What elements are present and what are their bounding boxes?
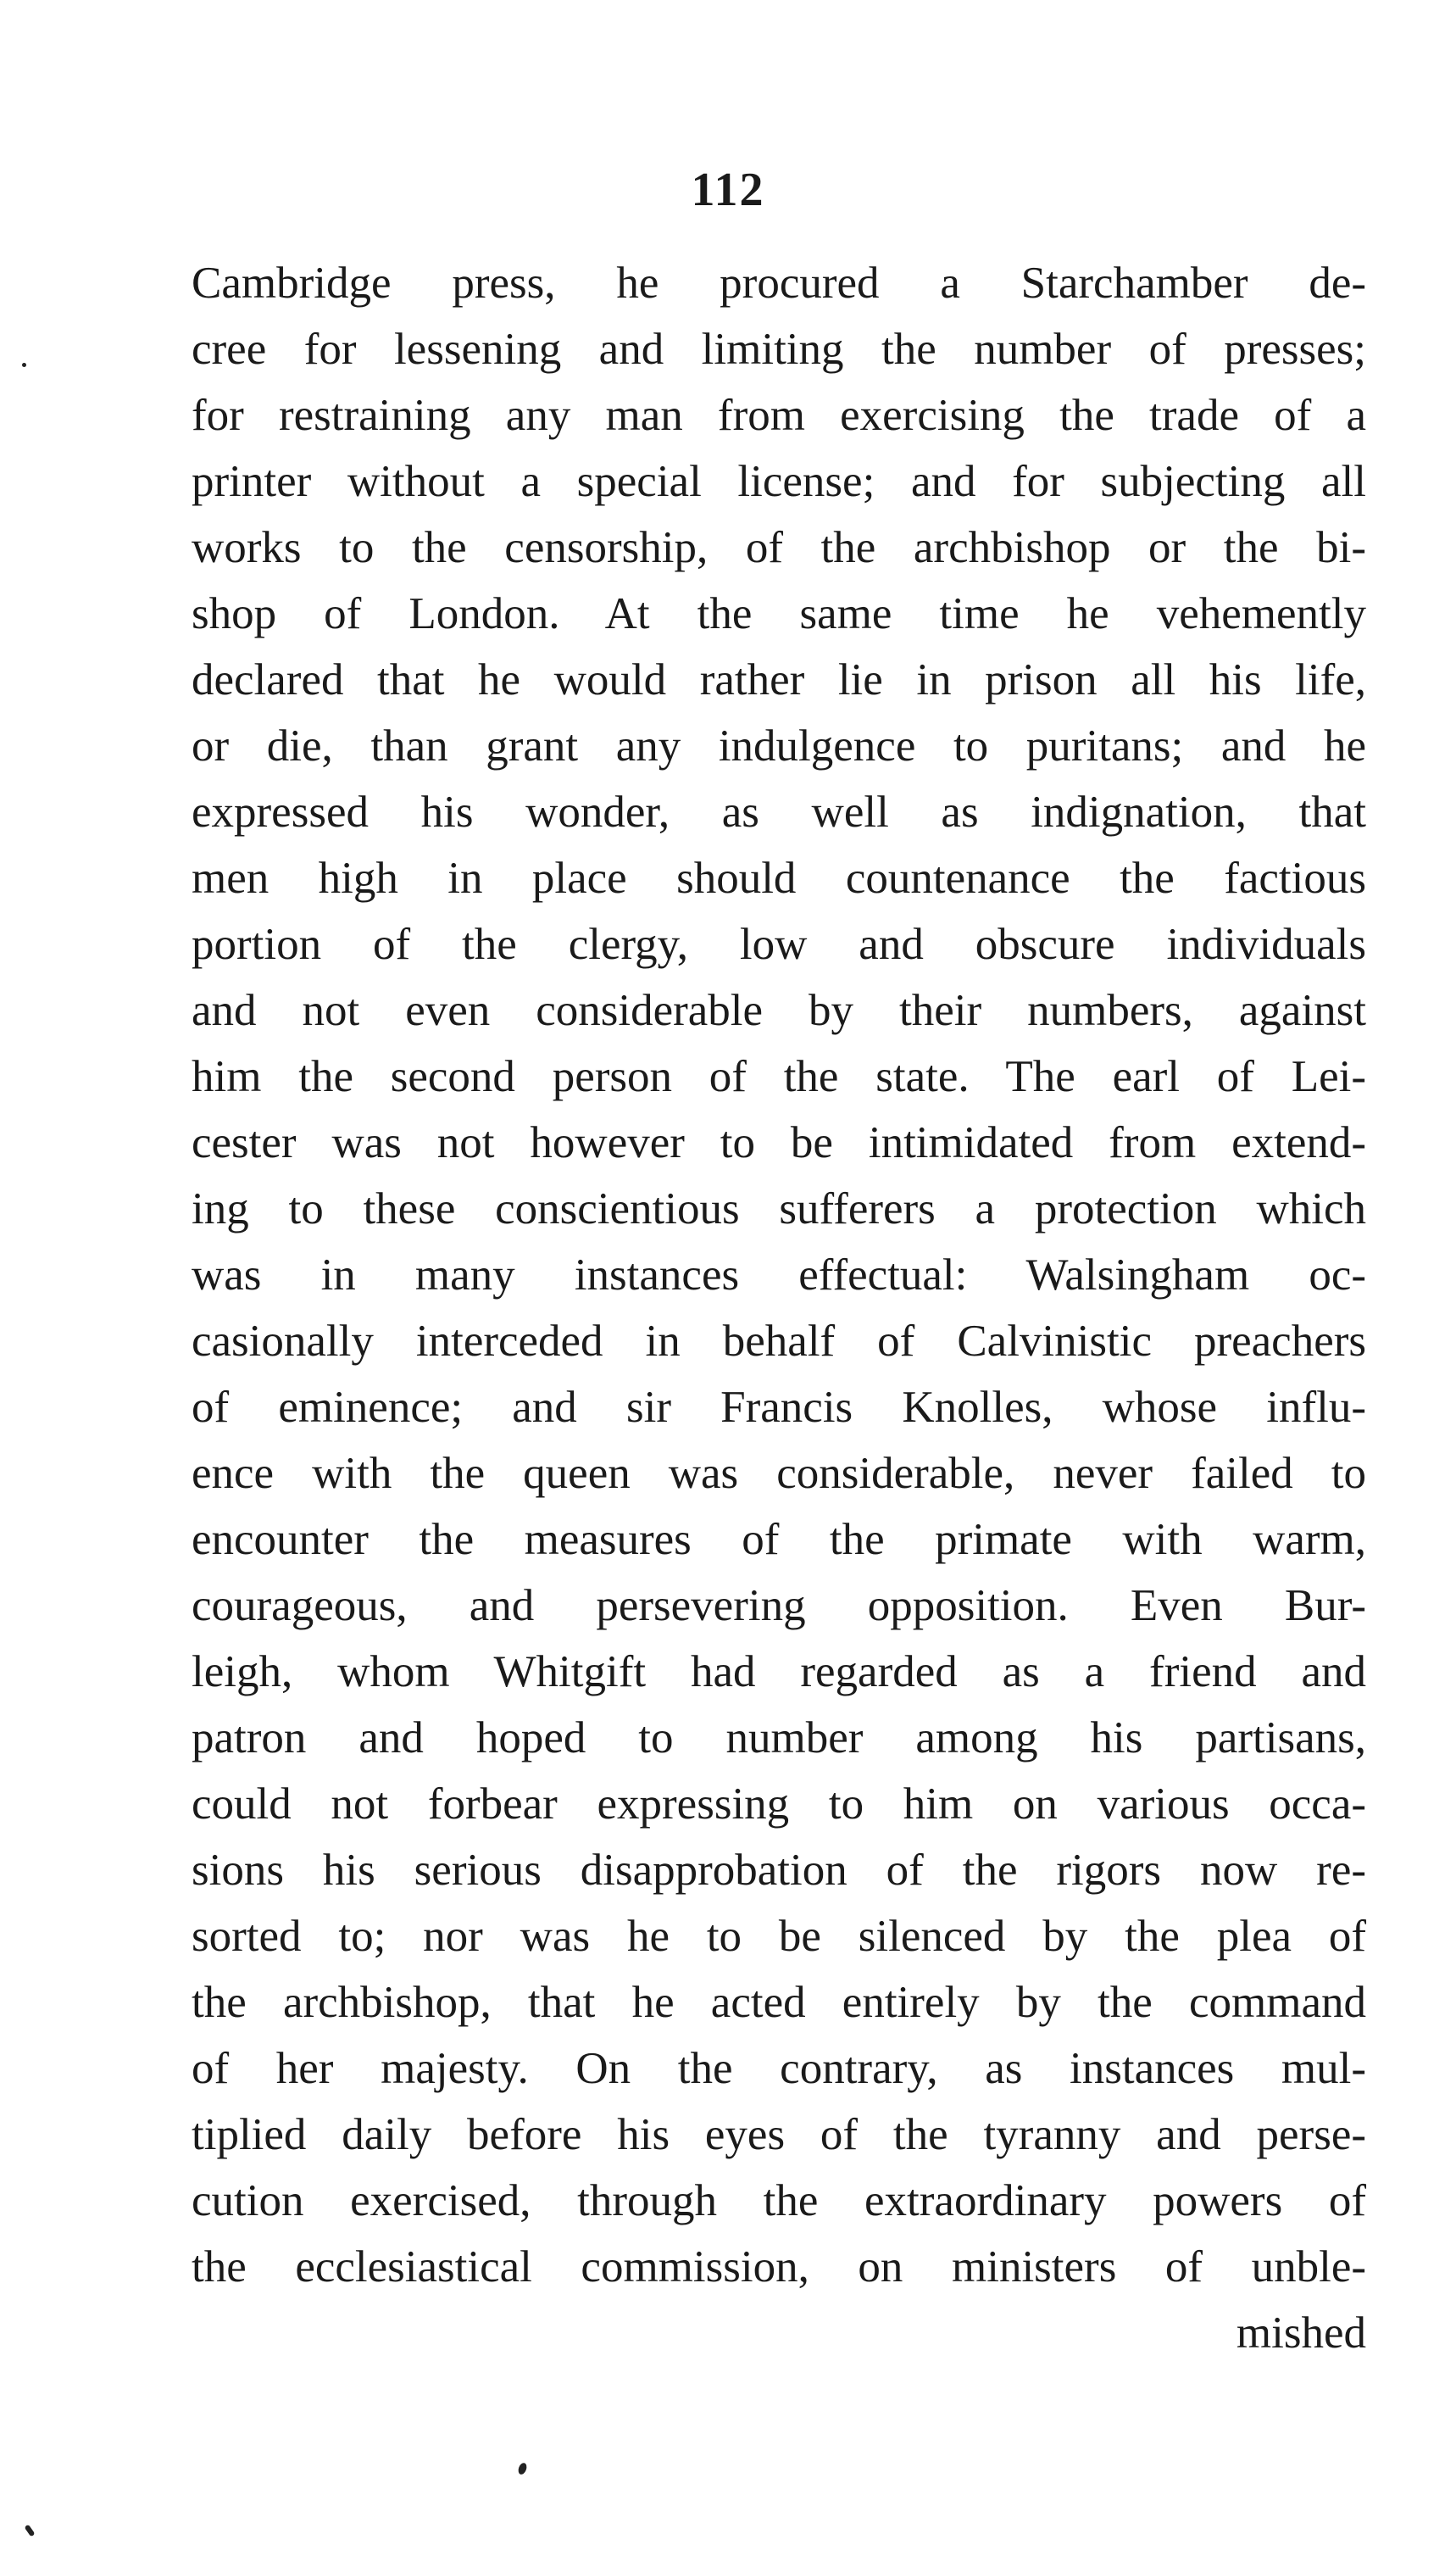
text-line: declared that he would rather lie in prison all his life, (192, 655, 1366, 704)
text-line: could not forbear expressing to him on various occa- (192, 1779, 1366, 1829)
text-line: him the second person of the state. The earl of Lei- (192, 1052, 1366, 1101)
text-line: cree for lessening and limiting the number of presses; (192, 325, 1366, 374)
ink-speck (25, 2525, 36, 2537)
text-line: sorted to; nor was he to be silenced by the plea of (192, 1912, 1366, 1961)
text-line: ing to these conscientious sufferers a protection which (192, 1184, 1366, 1233)
text-line: encounter the measures of the primate with warm, (192, 1515, 1366, 1564)
text-line: printer without a special license; and for subjecting all (192, 457, 1366, 506)
text-line: portion of the clergy, low and obscure individuals (192, 920, 1366, 969)
catchword: mished (1236, 2308, 1366, 2358)
text-line: of eminence; and sir Francis Knolles, whose influ- (192, 1383, 1366, 1432)
text-line: Cambridge press, he procured a Starchamber de- (192, 259, 1366, 308)
text-line: courageous, and persevering opposition. Even Bur- (192, 1581, 1366, 1630)
text-line: patron and hoped to number among his partisans, (192, 1713, 1366, 1762)
text-line: and not even considerable by their numbers, against (192, 986, 1366, 1035)
ink-speck (517, 2462, 528, 2475)
text-line: cester was not however to be intimidated from extend- (192, 1118, 1366, 1167)
text-line: the archbishop, that he acted entirely by the command (192, 1978, 1366, 2027)
text-line: sions his serious disapprobation of the rigors now re- (192, 1846, 1366, 1895)
text-line: casionally interceded in behalf of Calvinistic preachers (192, 1317, 1366, 1366)
text-line: shop of London. At the same time he vehemently (192, 589, 1366, 638)
text-line: men high in place should countenance the factious (192, 854, 1366, 903)
text-line: leigh, whom Whitgift had regarded as a friend and (192, 1647, 1366, 1696)
ink-speck (22, 363, 26, 367)
text-line: works to the censorship, of the archbishop or the bi- (192, 523, 1366, 572)
text-line: the ecclesiastical commission, on ministers of unble- (192, 2242, 1366, 2291)
page-number: 112 (691, 164, 765, 216)
text-line: or die, than grant any indulgence to puritans; and he (192, 721, 1366, 771)
body-text (192, 250, 1366, 2366)
text-line: cution exercised, through the extraordinary powers of (192, 2176, 1366, 2225)
text-line: was in many instances effectual: Walsingham oc- (192, 1250, 1366, 1300)
text-line: ence with the queen was considerable, never failed to (192, 1449, 1366, 1498)
text-line: for restraining any man from exercising the trade of a (192, 391, 1366, 440)
text-line: tiplied daily before his eyes of the tyranny and perse- (192, 2110, 1366, 2159)
text-line: of her majesty. On the contrary, as instances mul- (192, 2044, 1366, 2093)
text-line: expressed his wonder, as well as indignation, that (192, 788, 1366, 837)
